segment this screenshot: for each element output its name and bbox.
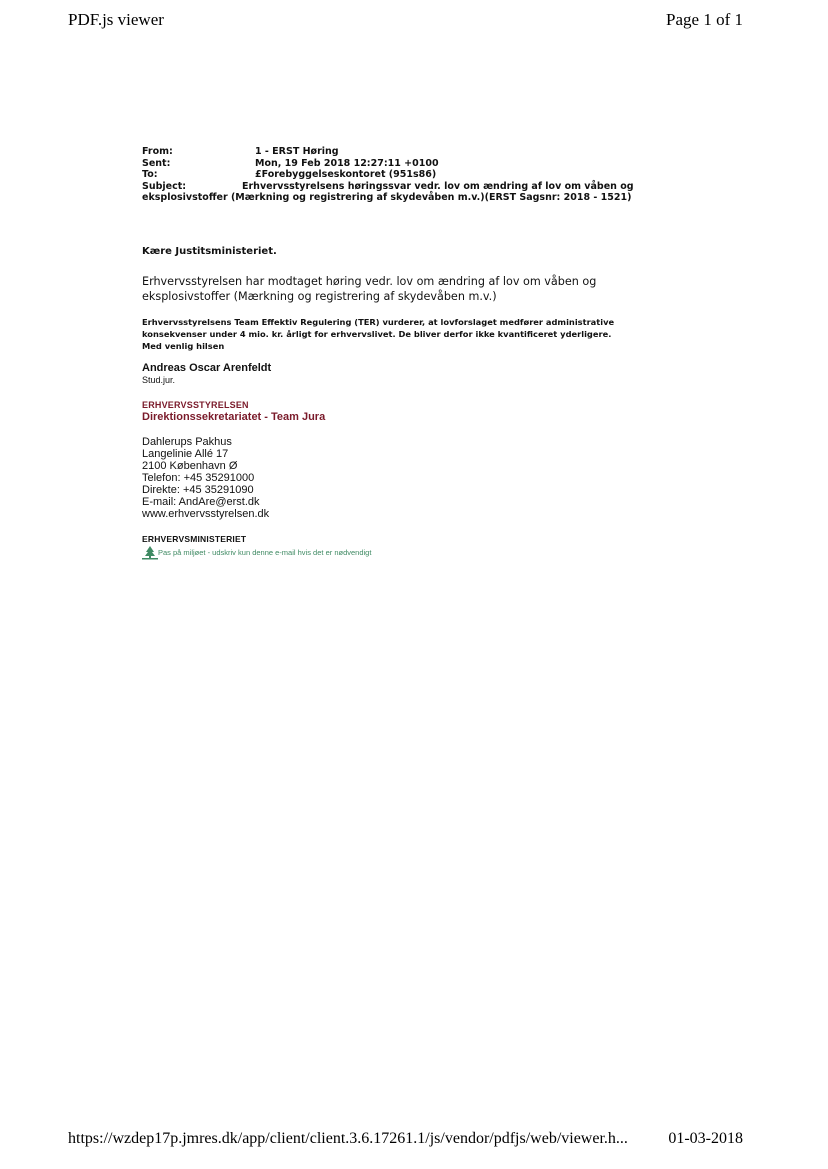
lead-paragraph bbox=[142, 274, 622, 304]
body-line: Erhvervsstyrelsens Team Effektiv Regulering (TER) vurderer, at lovforslaget medfører administrative bbox=[142, 316, 615, 327]
body-line: konsekvenser under 4 mio. kr. årligt for erhvervslivet. De bliver derfor ikke kvantificeret yderligere. bbox=[142, 328, 612, 339]
lead-line: eksplosivstoffer (Mærkning og registrering af skydevåben m.v.) bbox=[142, 289, 497, 303]
to-value: £Forebyggelseskontoret (951s86) bbox=[255, 169, 437, 180]
org-department: Direktionssekretariatet - Team Jura bbox=[142, 410, 326, 423]
environment-note bbox=[142, 546, 622, 560]
sender-name: Andreas Oscar Arenfeldt bbox=[142, 361, 272, 374]
sent-value: Mon, 19 Feb 2018 12:27:11 +0100 bbox=[255, 157, 439, 169]
closing: Med venlig hilsen bbox=[142, 340, 225, 351]
from-label: From: bbox=[142, 146, 173, 157]
sent-label: Sent: bbox=[142, 157, 171, 169]
ministry-name: ERHVERVSMINISTERIET bbox=[142, 533, 247, 544]
print-date: 01-03-2018 bbox=[668, 1130, 743, 1147]
org-name: ERHVERVSSTYRELSEN bbox=[142, 399, 249, 410]
signature-block bbox=[142, 362, 622, 385]
to-label: To: bbox=[142, 169, 158, 180]
subject-row bbox=[142, 180, 634, 193]
email-line: E-mail: AndAre@erst.dk bbox=[142, 495, 260, 508]
viewer-title: PDF.js viewer bbox=[68, 10, 164, 29]
print-header bbox=[0, 10, 828, 34]
lead-line: Erhvervsstyrelsen har modtaget høring vedr. lov om ændring af lov om våben og bbox=[142, 274, 597, 288]
page-indicator: Page 1 of 1 bbox=[666, 10, 743, 29]
subject-label: Subject: bbox=[142, 180, 187, 192]
body-paragraph bbox=[142, 316, 622, 352]
organization bbox=[142, 400, 622, 423]
sent-row bbox=[142, 158, 622, 170]
email-document bbox=[142, 146, 634, 560]
address-line: Langelinie Allé 17 bbox=[142, 447, 229, 460]
email-header bbox=[142, 146, 634, 204]
address-line: Dahlerups Pakhus bbox=[142, 435, 232, 448]
from-value: 1 - ERST Høring bbox=[255, 146, 339, 157]
subject-value-line2: eksplosivstoffer (Mærkning og registrering af skydevåben m.v.)(ERST Sagsnr: 2018 - 1521) bbox=[142, 192, 632, 203]
print-footer bbox=[0, 1130, 828, 1154]
direct-phone-line: Direkte: +45 35291090 bbox=[142, 483, 254, 496]
website-line: www.erhvervsstyrelsen.dk bbox=[142, 507, 270, 520]
sender-title: Stud.jur. bbox=[142, 374, 176, 385]
greeting: Kære Justitsministeriet. bbox=[142, 245, 277, 257]
environment-note-text: Pas på miljøet - udskriv kun denne e-mail hvis det er nødvendigt bbox=[158, 547, 372, 557]
phone-line: Telefon: +45 35291000 bbox=[142, 471, 255, 484]
from-row bbox=[142, 146, 622, 158]
address-line: 2100 København Ø bbox=[142, 459, 238, 472]
contact-address bbox=[142, 436, 622, 520]
subject-value-line1: Erhvervsstyrelsens høringssvar vedr. lov om ændring af lov om våben og bbox=[242, 180, 634, 192]
to-row bbox=[142, 169, 622, 181]
tree-icon bbox=[142, 546, 158, 560]
page-url: https://wzdep17p.jmres.dk/app/client/client.3.6.17261.1/js/vendor/pdfjs/web/viewer.h... bbox=[68, 1130, 628, 1147]
